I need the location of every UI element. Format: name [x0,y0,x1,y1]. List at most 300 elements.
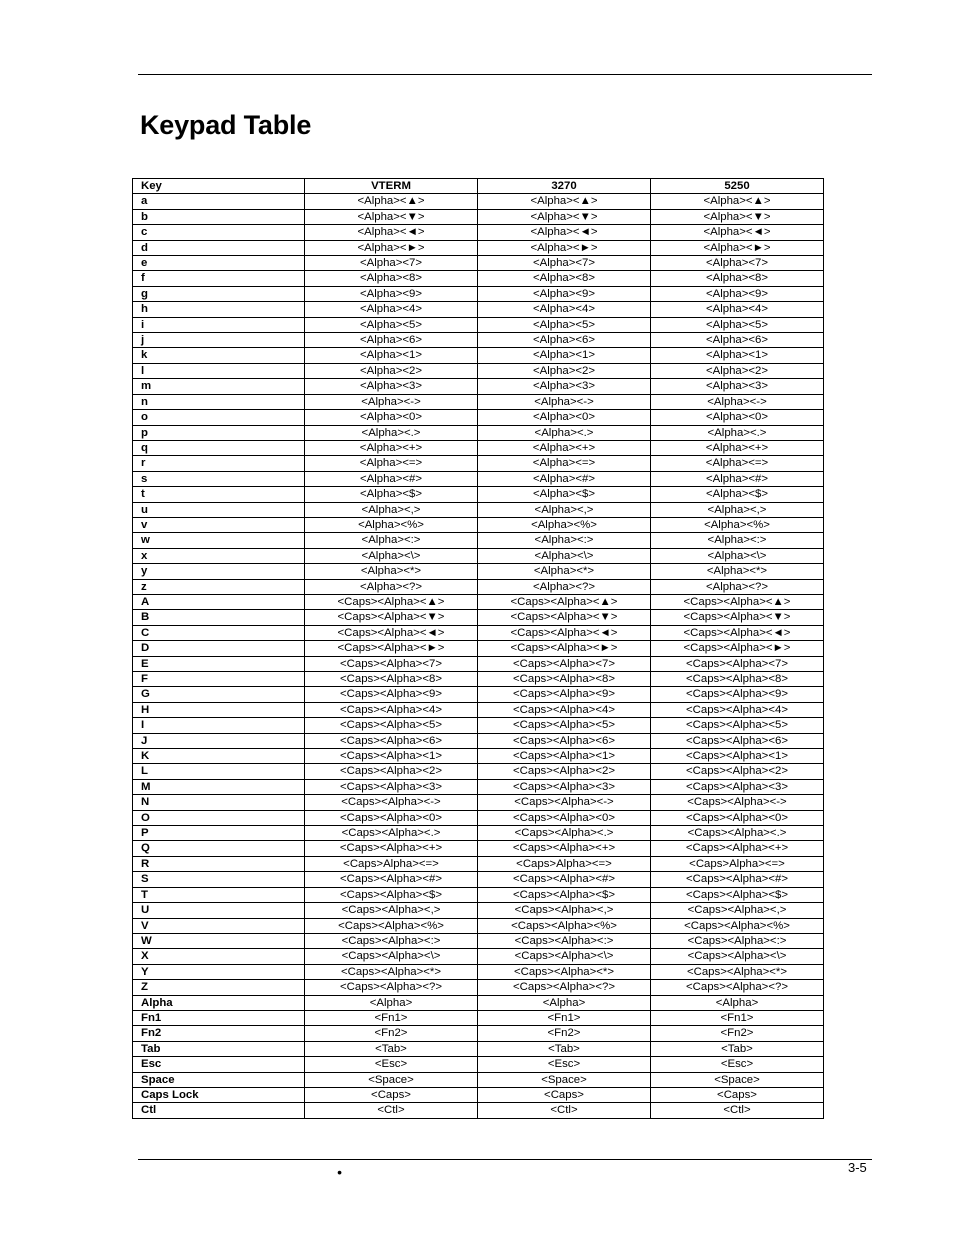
cell-vterm: <Caps><Alpha><4> [305,702,478,717]
cell-vterm: <Caps><Alpha><#> [305,872,478,887]
cell-3270: <Alpha><9> [478,286,651,301]
cell-5250: <Alpha><▼> [651,209,824,224]
cell-3270: <Alpha><8> [478,271,651,286]
cell-vterm: <Esc> [305,1057,478,1072]
cell-3270: <Caps><Alpha><:> [478,933,651,948]
cell-vterm: <Caps><Alpha><◄> [305,625,478,640]
cell-5250: <Caps><Alpha><►> [651,641,824,656]
cell-3270: <Alpha><▼> [478,209,651,224]
cell-5250: <Caps><Alpha><$> [651,887,824,902]
cell-key: t [133,487,305,502]
cell-3270: <Alpha><▲> [478,194,651,209]
table-row [133,302,824,317]
table-row [133,1087,824,1102]
cell-key: h [133,302,305,317]
cell-5250: <Alpha><-> [651,394,824,409]
cell-key: Q [133,841,305,856]
table-row [133,795,824,810]
cell-3270: <Caps><Alpha><▼> [478,610,651,625]
table-row [133,440,824,455]
table-row [133,225,824,240]
cell-5250: <Alpha><4> [651,302,824,317]
cell-5250: <Caps><Alpha><▲> [651,594,824,609]
cell-vterm: <Caps><Alpha><$> [305,887,478,902]
column-header-5250: 5250 [651,179,824,194]
cell-5250: <Caps><Alpha><7> [651,656,824,671]
cell-key: J [133,733,305,748]
cell-3270: <Caps><Alpha><9> [478,687,651,702]
cell-5250: <Fn1> [651,1010,824,1025]
cell-5250: <Alpha><0> [651,410,824,425]
cell-vterm: <Alpha><$> [305,487,478,502]
table-row [133,980,824,995]
cell-vterm: <Alpha><0> [305,410,478,425]
cell-key: i [133,317,305,332]
cell-3270: <Caps><Alpha><5> [478,718,651,733]
table-row [133,240,824,255]
cell-key: Y [133,964,305,979]
cell-3270: <Caps><Alpha><▲> [478,594,651,609]
cell-3270: <Esc> [478,1057,651,1072]
cell-key: X [133,949,305,964]
cell-3270: <Caps><Alpha><1> [478,749,651,764]
table-row [133,256,824,271]
cell-5250: <Alpha> [651,995,824,1010]
table-row [133,363,824,378]
cell-key: C [133,625,305,640]
cell-5250: <Alpha><#> [651,471,824,486]
cell-key: W [133,933,305,948]
table-row [133,1103,824,1118]
table-row [133,317,824,332]
cell-5250: <Caps><Alpha><3> [651,779,824,794]
cell-5250: <Alpha><9> [651,286,824,301]
cell-3270: <Alpha><5> [478,317,651,332]
cell-5250: <Caps> [651,1087,824,1102]
cell-3270: <Alpha><\> [478,548,651,563]
table-row [133,209,824,224]
cell-key: B [133,610,305,625]
cell-5250: <Caps><Alpha><2> [651,764,824,779]
cell-key: Fn2 [133,1026,305,1041]
cell-vterm: <Caps><Alpha><9> [305,687,478,702]
cell-vterm: <Caps><Alpha><-> [305,795,478,810]
cell-vterm: <Alpha><+> [305,440,478,455]
cell-vterm: <Caps><Alpha><2> [305,764,478,779]
cell-key: z [133,579,305,594]
cell-5250: <Caps><Alpha><\> [651,949,824,964]
table-row [133,487,824,502]
cell-3270: <Caps><Alpha><2> [478,764,651,779]
cell-5250: <Caps><Alpha><%> [651,918,824,933]
cell-vterm: <Alpha><#> [305,471,478,486]
cell-vterm: <Alpha><▼> [305,209,478,224]
cell-key: j [133,333,305,348]
cell-vterm: <Alpha><8> [305,271,478,286]
table-row [133,286,824,301]
cell-key: c [133,225,305,240]
cell-key: G [133,687,305,702]
cell-5250: <Caps><Alpha><5> [651,718,824,733]
table-row [133,841,824,856]
cell-3270: <Alpha><3> [478,379,651,394]
cell-5250: <Caps><Alpha><6> [651,733,824,748]
cell-key: Z [133,980,305,995]
cell-key: Esc [133,1057,305,1072]
cell-vterm: <Caps><Alpha><6> [305,733,478,748]
table-header [133,179,824,194]
cell-key: E [133,656,305,671]
table-row [133,856,824,871]
cell-key: M [133,779,305,794]
cell-vterm: <Alpha><*> [305,564,478,579]
cell-5250: <Caps>Alpha><=> [651,856,824,871]
cell-3270: <Caps><Alpha><►> [478,641,651,656]
cell-key: s [133,471,305,486]
table-row [133,779,824,794]
keypad-table [132,178,824,1119]
cell-vterm: <Caps><Alpha><▼> [305,610,478,625]
cell-3270: <Caps><Alpha><?> [478,980,651,995]
cell-3270: <Caps><Alpha><6> [478,733,651,748]
page-title: Keypad Table [140,110,312,140]
cell-5250: <Caps><Alpha><▼> [651,610,824,625]
cell-key: Alpha [133,995,305,1010]
cell-key: m [133,379,305,394]
cell-3270: <Tab> [478,1041,651,1056]
cell-vterm: <Alpha><-> [305,394,478,409]
cell-5250: <Caps><Alpha><#> [651,872,824,887]
cell-3270: <Alpha><#> [478,471,651,486]
footer-rule [138,1159,872,1160]
cell-key: K [133,749,305,764]
cell-5250: <Caps><Alpha><4> [651,702,824,717]
column-header-vterm: VTERM [305,179,478,194]
cell-vterm: <Caps><Alpha><►> [305,641,478,656]
cell-5250: <Caps><Alpha><9> [651,687,824,702]
cell-3270: <Alpha><.> [478,425,651,440]
column-header-3270: 3270 [478,179,651,194]
cell-3270: <Fn1> [478,1010,651,1025]
table-row [133,610,824,625]
table-row [133,194,824,209]
cell-key: q [133,440,305,455]
cell-vterm: <Alpha><9> [305,286,478,301]
table-row [133,641,824,656]
cell-key: L [133,764,305,779]
table-row [133,425,824,440]
table-row [133,594,824,609]
cell-vterm: <Alpha><5> [305,317,478,332]
cell-3270: <Alpha><2> [478,363,651,378]
cell-3270: <Alpha><4> [478,302,651,317]
cell-key: f [133,271,305,286]
table-row [133,348,824,363]
cell-key: y [133,564,305,579]
table-row [133,949,824,964]
cell-key: F [133,672,305,687]
cell-5250: <Caps><Alpha><?> [651,980,824,995]
cell-key: x [133,548,305,563]
cell-key: R [133,856,305,871]
cell-vterm: <Caps><Alpha><1> [305,749,478,764]
table-row [133,1026,824,1041]
cell-vterm: <Fn2> [305,1026,478,1041]
table-row [133,918,824,933]
table-row [133,471,824,486]
cell-5250: <Tab> [651,1041,824,1056]
cell-5250: <Esc> [651,1057,824,1072]
cell-5250: <Alpha><\> [651,548,824,563]
cell-3270: <Caps><Alpha><-> [478,795,651,810]
cell-3270: <Caps><Alpha><*> [478,964,651,979]
cell-vterm: <Caps><Alpha><5> [305,718,478,733]
cell-vterm: <Caps><Alpha><7> [305,656,478,671]
cell-key: r [133,456,305,471]
cell-3270: <Alpha><0> [478,410,651,425]
cell-5250: <Fn2> [651,1026,824,1041]
cell-3270: <Caps><Alpha><\> [478,949,651,964]
cell-3270: <Caps><Alpha><7> [478,656,651,671]
table-row [133,995,824,1010]
cell-5250: <Alpha><7> [651,256,824,271]
cell-key: U [133,903,305,918]
cell-vterm: <Alpha><\> [305,548,478,563]
table-row [133,456,824,471]
cell-vterm: <Alpha><►> [305,240,478,255]
cell-key: n [133,394,305,409]
table-row [133,718,824,733]
cell-3270: <Alpha><►> [478,240,651,255]
cell-vterm: <Caps><Alpha><0> [305,810,478,825]
cell-3270: <Caps><Alpha><4> [478,702,651,717]
cell-vterm: <Alpha><%> [305,517,478,532]
cell-3270: <Alpha><%> [478,517,651,532]
cell-vterm: <Fn1> [305,1010,478,1025]
table-row [133,394,824,409]
cell-5250: <Alpha><▲> [651,194,824,209]
cell-vterm: <Alpha><4> [305,302,478,317]
cell-vterm: <Caps><Alpha><,> [305,903,478,918]
cell-5250: <Caps><Alpha><*> [651,964,824,979]
table-row [133,1057,824,1072]
cell-vterm: <Space> [305,1072,478,1087]
cell-key: Tab [133,1041,305,1056]
cell-key: P [133,826,305,841]
column-header-key: Key [133,179,305,194]
cell-5250: <Space> [651,1072,824,1087]
cell-5250: <Caps><Alpha><8> [651,672,824,687]
cell-vterm: <Caps> [305,1087,478,1102]
cell-key: w [133,533,305,548]
cell-5250: <Alpha><%> [651,517,824,532]
cell-vterm: <Caps><Alpha><?> [305,980,478,995]
cell-vterm: <Caps><Alpha><\> [305,949,478,964]
cell-vterm: <Caps><Alpha><▲> [305,594,478,609]
cell-vterm: <Ctl> [305,1103,478,1118]
cell-vterm: <Alpha><3> [305,379,478,394]
cell-5250: <Alpha><?> [651,579,824,594]
cell-3270: <Alpha><?> [478,579,651,594]
cell-5250: <Alpha><*> [651,564,824,579]
table-row [133,410,824,425]
cell-key: g [133,286,305,301]
cell-5250: <Alpha><6> [651,333,824,348]
cell-5250: <Caps><Alpha><0> [651,810,824,825]
cell-vterm: <Alpha><◄> [305,225,478,240]
cell-3270: <Alpha><,> [478,502,651,517]
table-row [133,702,824,717]
table-row [133,533,824,548]
cell-5250: <Alpha><8> [651,271,824,286]
cell-vterm: <Alpha><7> [305,256,478,271]
cell-3270: <Caps><Alpha><3> [478,779,651,794]
cell-5250: <Caps><Alpha><-> [651,795,824,810]
cell-3270: <Caps><Alpha><,> [478,903,651,918]
cell-3270: <Caps><Alpha><◄> [478,625,651,640]
header-row [133,179,824,194]
cell-vterm: <Alpha><2> [305,363,478,378]
page-number: 3-5 [848,1160,867,1175]
cell-3270: <Caps><Alpha><+> [478,841,651,856]
cell-5250: <Alpha><►> [651,240,824,255]
table-row [133,333,824,348]
cell-3270: <Caps><Alpha><.> [478,826,651,841]
cell-vterm: <Caps><Alpha><:> [305,933,478,948]
cell-3270: <Alpha><◄> [478,225,651,240]
cell-key: D [133,641,305,656]
cell-key: V [133,918,305,933]
cell-5250: <Alpha><5> [651,317,824,332]
cell-key: k [133,348,305,363]
cell-key: u [133,502,305,517]
cell-5250: <Alpha><,> [651,502,824,517]
cell-5250: <Alpha><.> [651,425,824,440]
table-row [133,826,824,841]
footer-bullet: • [337,1164,342,1180]
cell-5250: <Alpha><+> [651,440,824,455]
table-row [133,1010,824,1025]
cell-3270: <Alpha><$> [478,487,651,502]
cell-3270: <Fn2> [478,1026,651,1041]
cell-key: o [133,410,305,425]
cell-3270: <Alpha> [478,995,651,1010]
cell-key: a [133,194,305,209]
table-row [133,517,824,532]
cell-key: S [133,872,305,887]
cell-5250: <Alpha><◄> [651,225,824,240]
table-row [133,933,824,948]
cell-5250: <Alpha><=> [651,456,824,471]
table-body [133,194,824,1118]
cell-vterm: <Caps>Alpha><=> [305,856,478,871]
cell-vterm: <Caps><Alpha><.> [305,826,478,841]
table-row [133,379,824,394]
cell-vterm: <Alpha><.> [305,425,478,440]
cell-vterm: <Caps><Alpha><*> [305,964,478,979]
table-row [133,271,824,286]
cell-key: l [133,363,305,378]
cell-key: Fn1 [133,1010,305,1025]
cell-vterm: <Alpha><6> [305,333,478,348]
cell-3270: <Alpha><6> [478,333,651,348]
cell-vterm: <Alpha><1> [305,348,478,363]
table-row [133,887,824,902]
cell-key: A [133,594,305,609]
cell-3270: <Alpha><7> [478,256,651,271]
table-row [133,872,824,887]
cell-3270: <Caps><Alpha><$> [478,887,651,902]
cell-key: O [133,810,305,825]
cell-key: Caps Lock [133,1087,305,1102]
cell-vterm: <Alpha><?> [305,579,478,594]
cell-vterm: <Caps><Alpha><+> [305,841,478,856]
cell-3270: <Alpha><-> [478,394,651,409]
cell-3270: <Alpha><:> [478,533,651,548]
table-row [133,810,824,825]
table-row [133,656,824,671]
table-row [133,625,824,640]
cell-3270: <Alpha><+> [478,440,651,455]
cell-key: T [133,887,305,902]
table-row [133,564,824,579]
cell-3270: <Caps><Alpha><#> [478,872,651,887]
cell-key: I [133,718,305,733]
cell-3270: <Caps><Alpha><0> [478,810,651,825]
cell-5250: <Caps><Alpha><◄> [651,625,824,640]
cell-3270: <Alpha><1> [478,348,651,363]
cell-3270: <Caps> [478,1087,651,1102]
cell-3270: <Caps><Alpha><8> [478,672,651,687]
cell-vterm: <Alpha><=> [305,456,478,471]
table-row [133,548,824,563]
cell-5250: <Caps><Alpha><1> [651,749,824,764]
table-row [133,903,824,918]
cell-vterm: <Caps><Alpha><3> [305,779,478,794]
cell-key: Space [133,1072,305,1087]
cell-3270: <Space> [478,1072,651,1087]
cell-key: e [133,256,305,271]
cell-3270: <Alpha><=> [478,456,651,471]
cell-5250: <Alpha><3> [651,379,824,394]
cell-3270: <Caps>Alpha><=> [478,856,651,871]
table-row [133,687,824,702]
cell-vterm: <Caps><Alpha><%> [305,918,478,933]
table-row [133,672,824,687]
cell-5250: <Ctl> [651,1103,824,1118]
cell-5250: <Alpha><2> [651,363,824,378]
table-row [133,749,824,764]
cell-5250: <Caps><Alpha><.> [651,826,824,841]
cell-5250: <Caps><Alpha><:> [651,933,824,948]
header-rule [138,74,872,75]
table-row [133,733,824,748]
cell-vterm: <Alpha><▲> [305,194,478,209]
cell-5250: <Alpha><1> [651,348,824,363]
cell-3270: <Ctl> [478,1103,651,1118]
cell-5250: <Caps><Alpha><,> [651,903,824,918]
cell-vterm: <Alpha><:> [305,533,478,548]
cell-3270: <Alpha><*> [478,564,651,579]
cell-vterm: <Alpha> [305,995,478,1010]
cell-vterm: <Caps><Alpha><8> [305,672,478,687]
cell-key: Ctl [133,1103,305,1118]
cell-key: b [133,209,305,224]
cell-key: N [133,795,305,810]
cell-key: p [133,425,305,440]
table-row [133,579,824,594]
cell-vterm: <Alpha><,> [305,502,478,517]
